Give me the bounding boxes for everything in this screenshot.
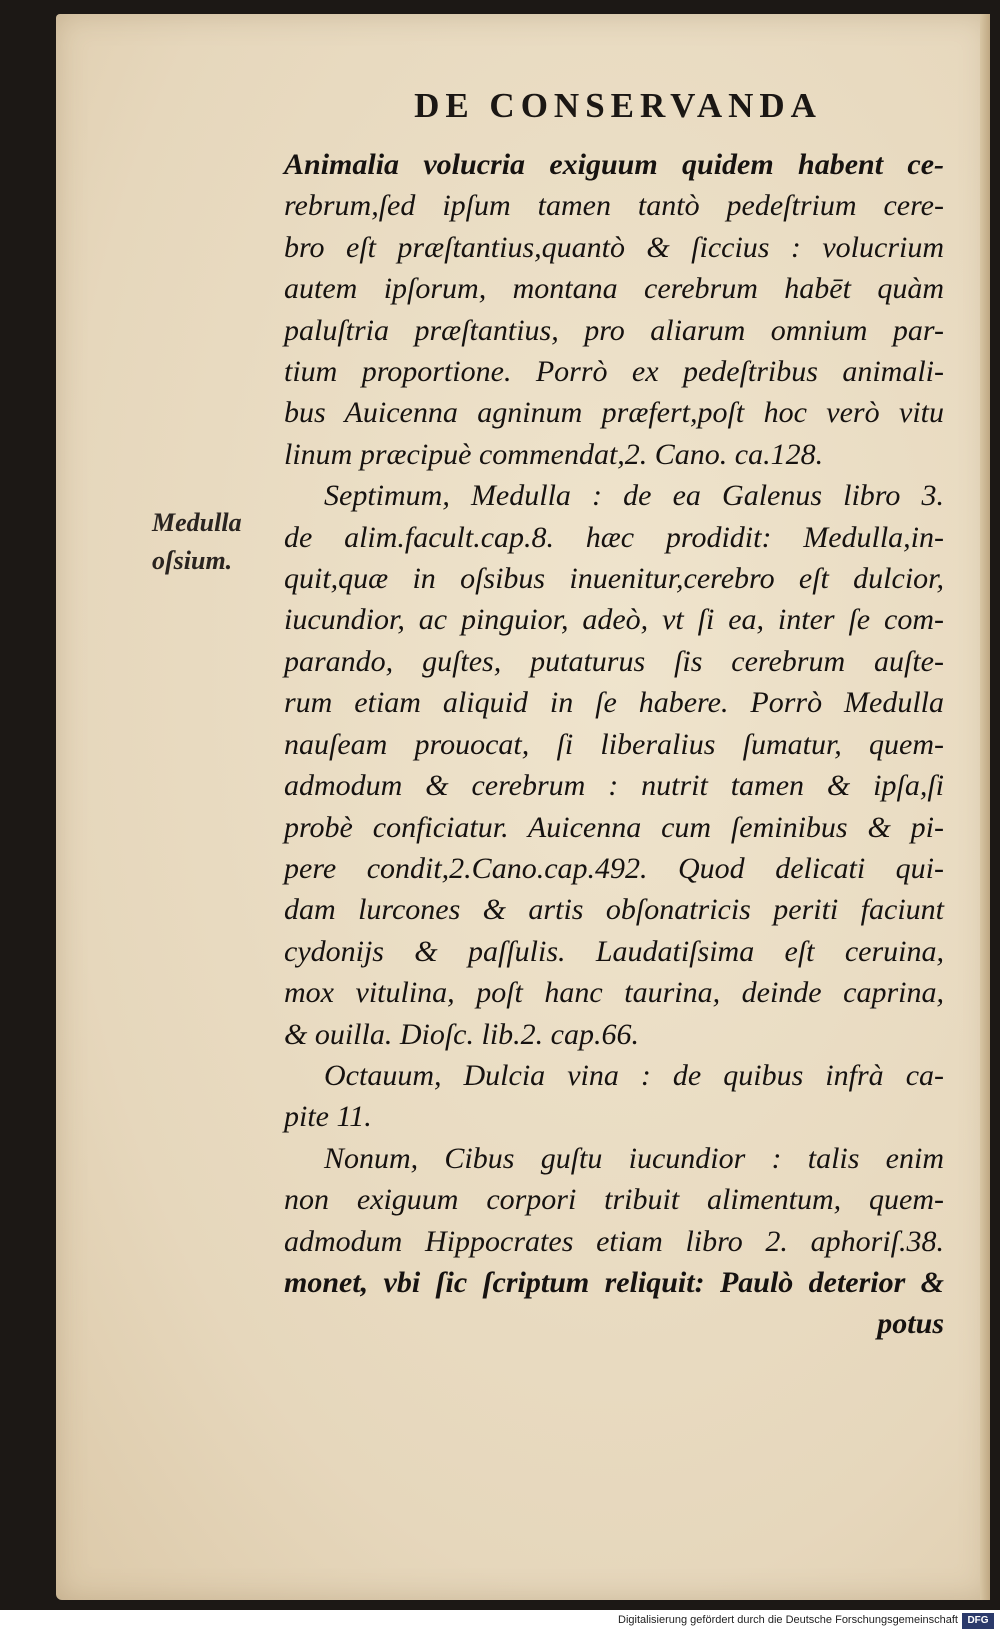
marginal-line: oſsium. <box>152 546 233 575</box>
running-header: DE CONSERVANDA <box>414 86 822 125</box>
body-text <box>284 144 944 1345</box>
text-line: pere condit,2.Cano.cap.492. Quod delicati qui- <box>284 851 944 885</box>
text-line: bus Auicenna agninum præfert,poſt hoc verò vitu <box>284 396 944 430</box>
text-line: paluſtria præſtantius, pro aliarum omnium par- <box>284 313 944 347</box>
text-line: Septimum, Medulla : de ea Galenus libro 3. <box>324 479 944 513</box>
text-line: admodum & cerebrum : nutrit tamen & ipſa,ſi <box>284 769 944 803</box>
footer-bar <box>0 1610 1000 1633</box>
page-edge <box>980 14 990 1600</box>
text-line: pite 11. <box>284 1100 372 1134</box>
text-line: parando, guſtes, putaturus ſis cerebrum auſte- <box>284 644 944 678</box>
text-line: nauſeam prouocat, ſi liberalius ſumatur, quem- <box>284 727 944 761</box>
text-line: bro eſt præſtantius,quantò & ſiccius : volucrium <box>284 230 944 264</box>
text-line: monet, vbi ſic ſcriptum reliquit: Paulò deterior & <box>284 1265 944 1299</box>
text-line: de alim.facult.cap.8. hæc prodidit: Medulla,in- <box>284 520 944 554</box>
marginal-note <box>152 504 242 580</box>
text-line: rebrum,ſed ipſum tamen tantò pedeſtrium cere- <box>284 189 944 223</box>
text-line: linum præcipuè commendat,2. Cano. ca.128. <box>284 437 824 471</box>
text-line: quit,quæ in oſsibus inuenitur,cerebro eſt dulcior, <box>284 562 944 596</box>
dfg-logo-icon: DFG <box>962 1613 994 1629</box>
marginal-line: Medulla <box>152 508 242 537</box>
text-line: Animalia volucria exiguum quidem habent ce- <box>284 148 944 181</box>
text-line: non exiguum corpori tribuit alimentum, quem- <box>284 1183 944 1217</box>
text-line: & ouilla. Dioſc. lib.2. cap.66. <box>284 1017 639 1051</box>
text-line: cydonijs & paſſulis. Laudatiſsima eſt ceruina, <box>284 934 944 968</box>
book-page <box>56 14 990 1600</box>
text-line: Nonum, Cibus guſtu iucundior : talis enim <box>324 1141 944 1175</box>
text-line: iucundior, ac pinguior, adeò, vt ſi ea, inter ſe com- <box>284 603 944 637</box>
text-line: autem ipſorum, montana cerebrum habēt quàm <box>284 272 944 306</box>
text-line: admodum Hippocrates etiam libro 2. aphoriſ.38. <box>284 1224 944 1258</box>
catchword: potus <box>877 1307 944 1341</box>
text-line: mox vitulina, poſt hanc taurina, deinde caprina, <box>284 976 944 1010</box>
funding-credit: Digitalisierung gefördert durch die Deutsche Forschungsgemeinschaft <box>618 1614 958 1626</box>
text-line: Octauum, Dulcia vina : de quibus infrà ca- <box>324 1058 944 1092</box>
text-line: dam lurcones & artis obſonatricis periti faciunt <box>284 893 944 927</box>
text-line: tium proportione. Porrò ex pedeſtribus animali- <box>284 355 944 389</box>
text-line: rum etiam aliquid in ſe habere. Porrò Medulla <box>284 686 944 720</box>
text-line: probè conficiatur. Auicenna cum ſeminibus & pi- <box>284 810 944 844</box>
